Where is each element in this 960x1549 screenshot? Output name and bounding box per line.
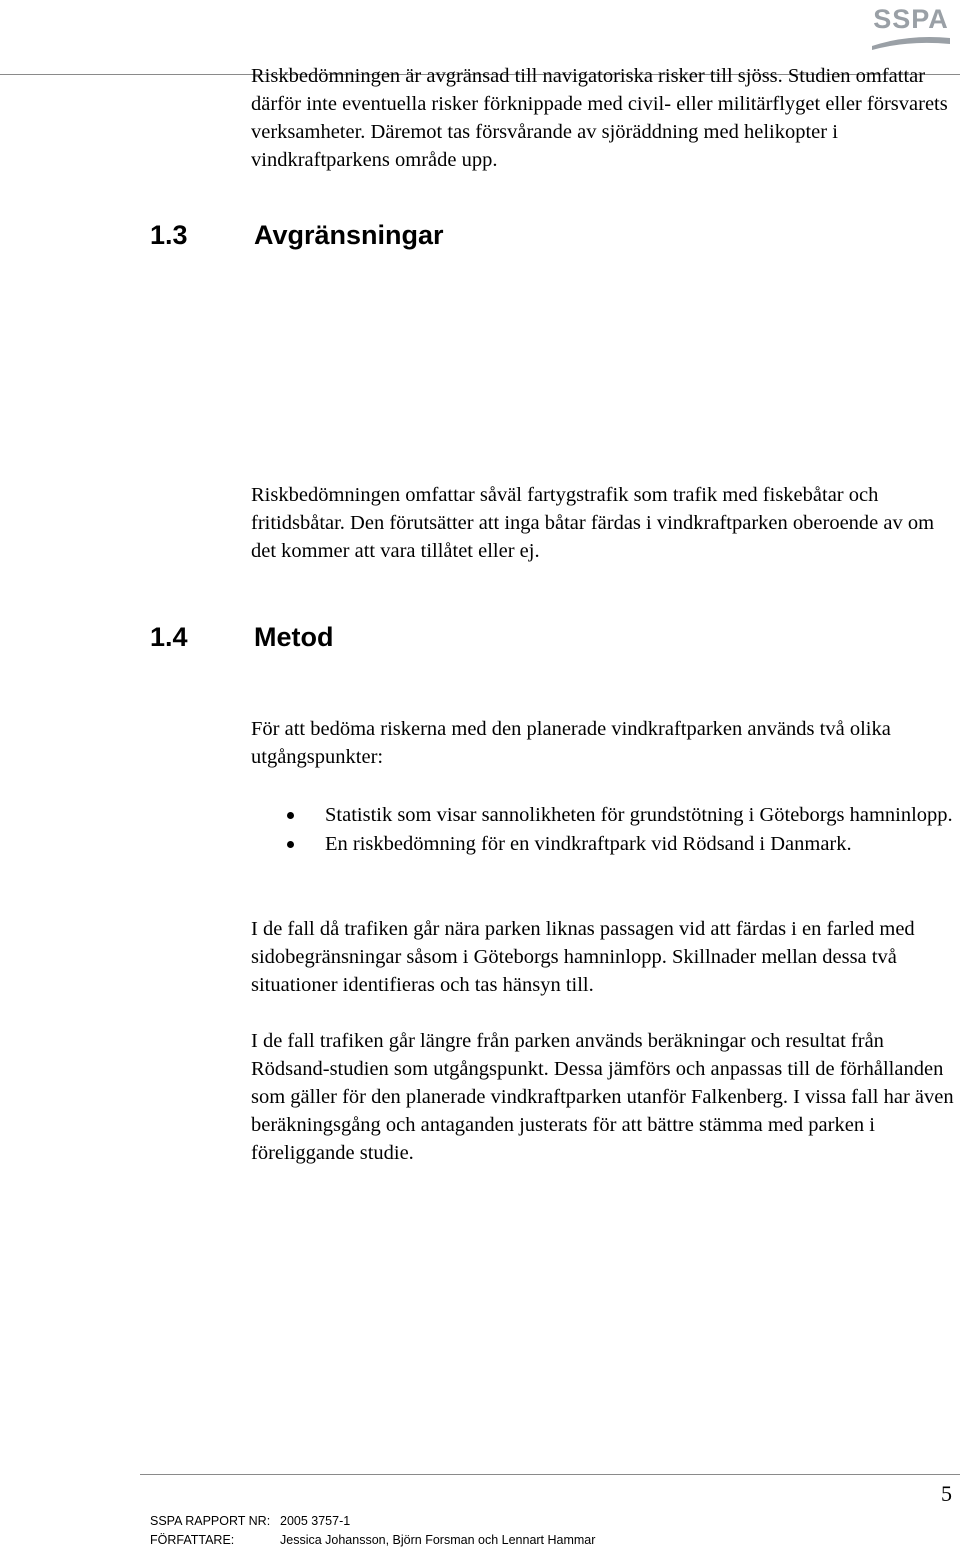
section-number: 1.3 (150, 220, 188, 250)
paragraph-far-park: I de fall trafiken går längre från parken används beräkningar och resultat från Rödsand-studien som utgångspunkt. Dessa jämförs och anpassas till de förhållanden som gäller för den planerade vindkraftparken utanför Falkenberg. I vissa fall har även beräkningsgång och antaganden justerats för att bättre stämma med parken i föreliggande studie. (251, 1030, 954, 1164)
report-number: 2005 3757-1 (280, 1514, 351, 1528)
method-list (251, 801, 956, 859)
footer-rule (140, 1474, 960, 1475)
section-title: Metod (254, 622, 334, 652)
section-title: Avgränsningar (254, 220, 444, 250)
section-number: 1.4 (150, 622, 188, 652)
logo-swoosh-icon (868, 32, 954, 52)
paragraph-method-intro: För att bedöma riskerna med den planerade vindkraftparken används två olika utgångspunkter: (251, 718, 891, 768)
paragraph-traffic: Riskbedömningen omfattar såväl fartygstrafik som trafik med fiskebåtar och fritidsbåtar. Den förutsätter att inga båtar färdas i vindkraftparken oberoende av om det kommer att vara tillåtet eller ej. (251, 484, 935, 562)
paragraph-near-park: I de fall då trafiken går nära parken liknas passagen vid att färdas i en farled med sidobegränsningar såsom i Göteborgs hamninlopp. Skillnader mellan dessa två situationer identifieras och tas hänsyn till. (251, 918, 915, 996)
author-names: Jessica Johansson, Björn Forsman och Lennart Hammar (280, 1533, 596, 1547)
report-label: SSPA RAPPORT NR: (150, 1514, 271, 1528)
paragraph-scope: Riskbedömningen är avgränsad till navigatoriska risker till sjöss. Studien omfattar därför inte eventuella risker förknippade med civil- eller militärflyget eller försvarets verksamheter. Däremot tas försvårande av sjöräddning med helikopter i vindkraftparkens område upp. (251, 65, 948, 171)
list-item: Statistik som visar sannolikheten för grundstötning i Göteborgs hamninlopp. (251, 801, 956, 829)
logo-text: SSPA (873, 4, 949, 34)
list-item: En riskbedömning för en vindkraftpark vid Rödsand i Danmark. (251, 830, 956, 858)
author-label: FÖRFATTARE: (150, 1533, 235, 1547)
sspa-logo (868, 4, 954, 52)
page-number: 5 (941, 1481, 952, 1506)
